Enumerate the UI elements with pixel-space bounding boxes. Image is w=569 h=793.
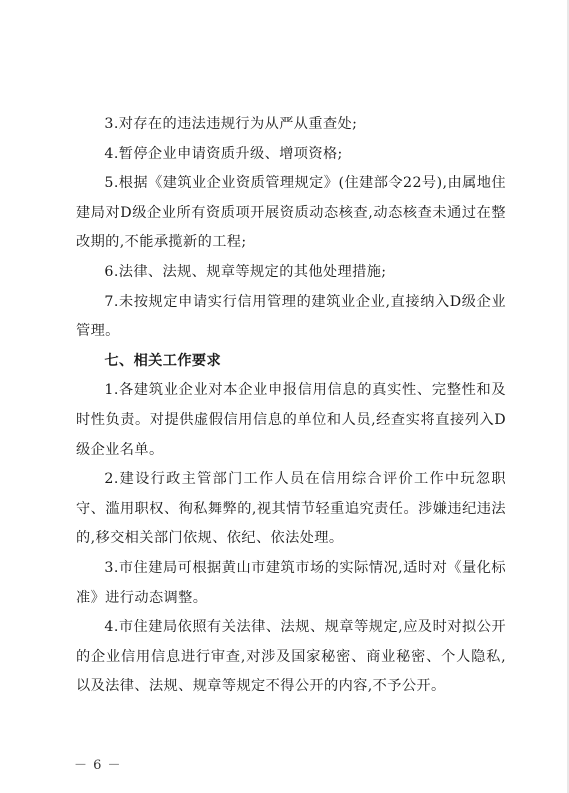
requirement-item-2: 2.建设行政主管部门工作人员在信用综合评价工作中玩忽职守、滥用职权、徇私舞弊的,视其情节轻重追究责任。涉嫌违纪违法的,移交相关部门依规、依纪、依法处理。 [76,471,506,547]
document-body [76,110,506,702]
requirement-item-4: 4.市住建局依照有关法律、法规、规章等规定,应及时对拟公开的企业信用信息进行审查,对涉及国家秘密、商业秘密、个人隐私,以及法律、法规、规章等规定不得公开的内容,不予公开。 [76,619,506,695]
paragraph-item-3: 3.对存在的违法违规行为从严从重查处; [104,116,358,132]
requirement-item-1: 1.各建筑业企业对本企业申报信用信息的真实性、完整性和及时性负责。对提供虚假信用信息的单位和人员,经查实将直接列入D级企业名单。 [76,382,506,458]
paragraph-item-6: 6.法律、法规、规章等规定的其他处理措施; [104,263,387,280]
paragraph-item-7: 7.未按规定申请实行信用管理的建筑业企业,直接纳入D级企业管理。 [76,293,506,340]
page-number: － 6 － [74,758,122,773]
requirement-item-3: 3.市住建局可根据黄山市建筑市场的实际情况,适时对《量化标准》进行动态调整。 [76,559,506,606]
paragraph-item-4: 4.暂停企业申请资质升级、增项资格; [104,145,343,162]
section-heading: 七、相关工作要求 [104,352,222,369]
paragraph-item-5: 5.根据《建筑业企业资质管理规定》(住建部令22号),由属地住建局对D级企业所有资质项开展资质动态核查,动态核查未通过在整改期的,不能承揽新的工程; [76,175,506,251]
